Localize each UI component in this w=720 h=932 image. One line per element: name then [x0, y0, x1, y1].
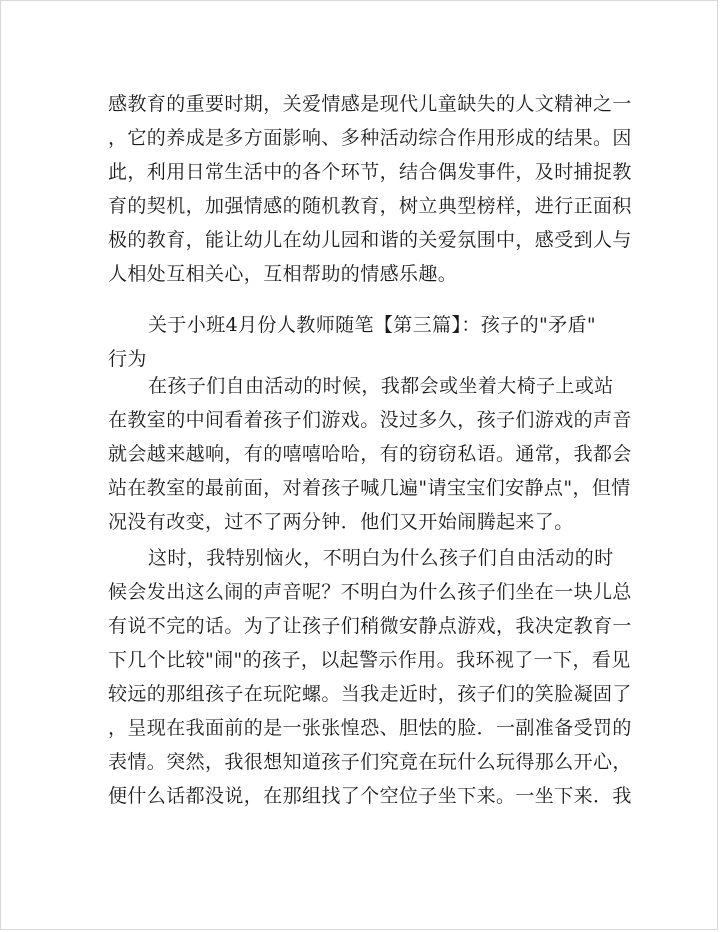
text-line: 极的教育，能让幼儿在幼儿园和谐的关爱氛围中，感受到人与 [108, 229, 632, 251]
text-line: ，呈现在我面前的是一张张惶恐、胆怯的脸．一副准备受罚的 [108, 717, 632, 739]
text-line: 育的契机，加强情感的随机教育，树立典型榜样，进行正面积 [108, 195, 632, 217]
article-heading [108, 308, 618, 376]
text-line: 下几个比较"闹"的孩子，以起警示作用。我环视了一下，看见 [108, 649, 631, 671]
paragraph-2 [108, 369, 632, 539]
heading-line: 关于小班4月份人教师随笔【第三篇】：孩子的"矛盾" [148, 314, 597, 336]
paragraph-1 [108, 87, 632, 291]
text-line: 便什么话都没说，在那组找了个空位子坐下来。一坐下来．我 [108, 785, 632, 807]
text-line: 人相处互相关心，互相帮助的情感乐趣。 [108, 263, 458, 285]
paragraph-3 [108, 541, 632, 813]
text-line: 在孩子们自由活动的时候，我都会或坐着大椅子上或站 [148, 375, 614, 397]
text-line: 候会发出这么闹的声音呢？不明白为什么孩子们坐在一块儿总 [108, 581, 632, 603]
heading-line: 行为 [108, 348, 147, 370]
text-line: 在教室的中间看着孩子们游戏。没过多久，孩子们游戏的声音 [108, 409, 632, 431]
text-line: 况没有改变，过不了两分钟．他们又开始闹腾起来了。 [108, 511, 574, 533]
text-line: 就会越来越响，有的嘻嘻哈哈，有的窃窃私语。通常，我都会 [108, 443, 632, 465]
text-line: 站在教室的最前面，对着孩子喊几遍"请宝宝们安静点"，但情 [108, 477, 631, 499]
text-line: 此，利用日常生活中的各个环节，结合偶发事件，及时捕捉教 [108, 161, 632, 183]
text-line: 表情。突然，我很想知道孩子们究竟在玩什么玩得那么开心， [108, 751, 632, 773]
text-line: 感教育的重要时期，关爱情感是现代儿童缺失的人文精神之一 [108, 93, 632, 115]
text-line: 这时，我特别恼火，不明白为什么孩子们自由活动的时 [148, 547, 614, 569]
text-line: 有说不完的话。为了让孩子们稍微安静点游戏，我决定教育一 [108, 615, 632, 637]
text-line: ，它的养成是多方面影响、多种活动综合作用形成的结果。因 [108, 127, 632, 149]
text-line: 较远的那组孩子在玩陀螺。当我走近时，孩子们的笑脸凝固了 [108, 683, 632, 705]
